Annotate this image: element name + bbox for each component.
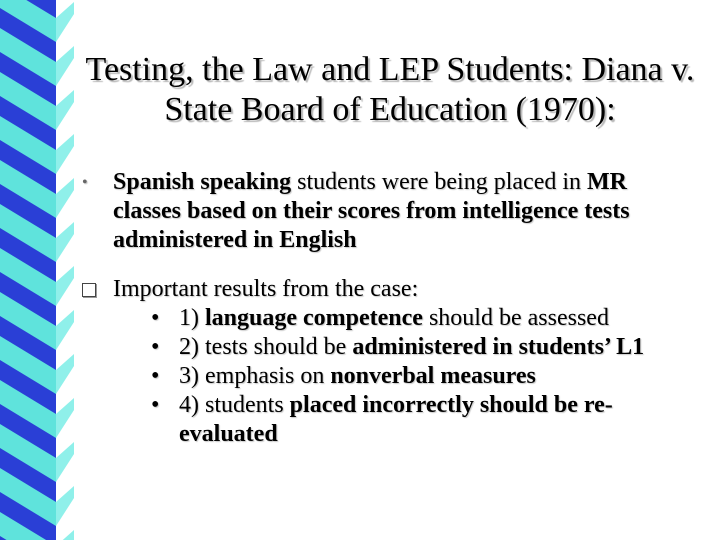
border-stripe-highlight (56, 530, 74, 540)
bullet-dot-icon: • (151, 392, 160, 418)
sub-item-1 (113, 304, 700, 333)
bullet-2 (80, 275, 700, 449)
border-stripe-highlight (56, 266, 74, 306)
sub-item-bold: nonverbal measures (330, 363, 536, 389)
bullet-1-bold-lead: Spanish speaking (113, 169, 292, 195)
sub-item-bold: administered in students’ L1 (352, 334, 645, 360)
title-line-2: State Board of Education (1970): (164, 91, 616, 128)
bullet-1-bold-tail: MR classes based on their scores from intelligence tests administered in English (113, 169, 630, 253)
slide-title (60, 50, 720, 130)
slide-body (80, 168, 700, 449)
border-stripe-highlight (56, 2, 74, 42)
title-line-1: Testing, the Law and LEP Students: Diana v. (85, 51, 695, 88)
checkbox-bullet-icon (82, 283, 96, 297)
border-stripe-highlight (56, 178, 74, 218)
bullet-dot-icon: • (151, 305, 160, 331)
bullet-2-text: Important results from the case: (113, 276, 419, 302)
border-stripe-highlight (56, 486, 74, 526)
border-stripe-highlight (56, 398, 74, 438)
bullet-dot-icon: • (151, 363, 160, 389)
sub-item-4 (113, 391, 700, 449)
sub-item-bold: placed incorrectly should be re-evaluated (179, 392, 613, 447)
bullet-dot-icon: • (151, 334, 160, 360)
bullet-dot-icon: • (82, 174, 88, 191)
sub-item-prefix: 3) emphasis on (179, 363, 331, 389)
bullet-1-mid: students were being placed in (291, 169, 588, 195)
border-stripe-highlight (56, 442, 74, 482)
sub-item-prefix: 4) students (179, 392, 290, 418)
sub-item-prefix: 2) tests should be (179, 334, 353, 360)
sub-item-3 (113, 362, 700, 391)
sub-item-prefix: 1) (179, 305, 205, 331)
sub-list (113, 304, 700, 449)
sub-item-suffix: should be assessed (422, 305, 609, 331)
sub-item-bold: language competence (205, 305, 423, 331)
sub-item-2 (113, 333, 700, 362)
bullet-1 (80, 168, 700, 255)
border-stripe-highlight (56, 222, 74, 262)
border-stripe-highlight (56, 310, 74, 350)
border-stripe-highlight (56, 134, 74, 174)
border-stripe-highlight (56, 354, 74, 394)
